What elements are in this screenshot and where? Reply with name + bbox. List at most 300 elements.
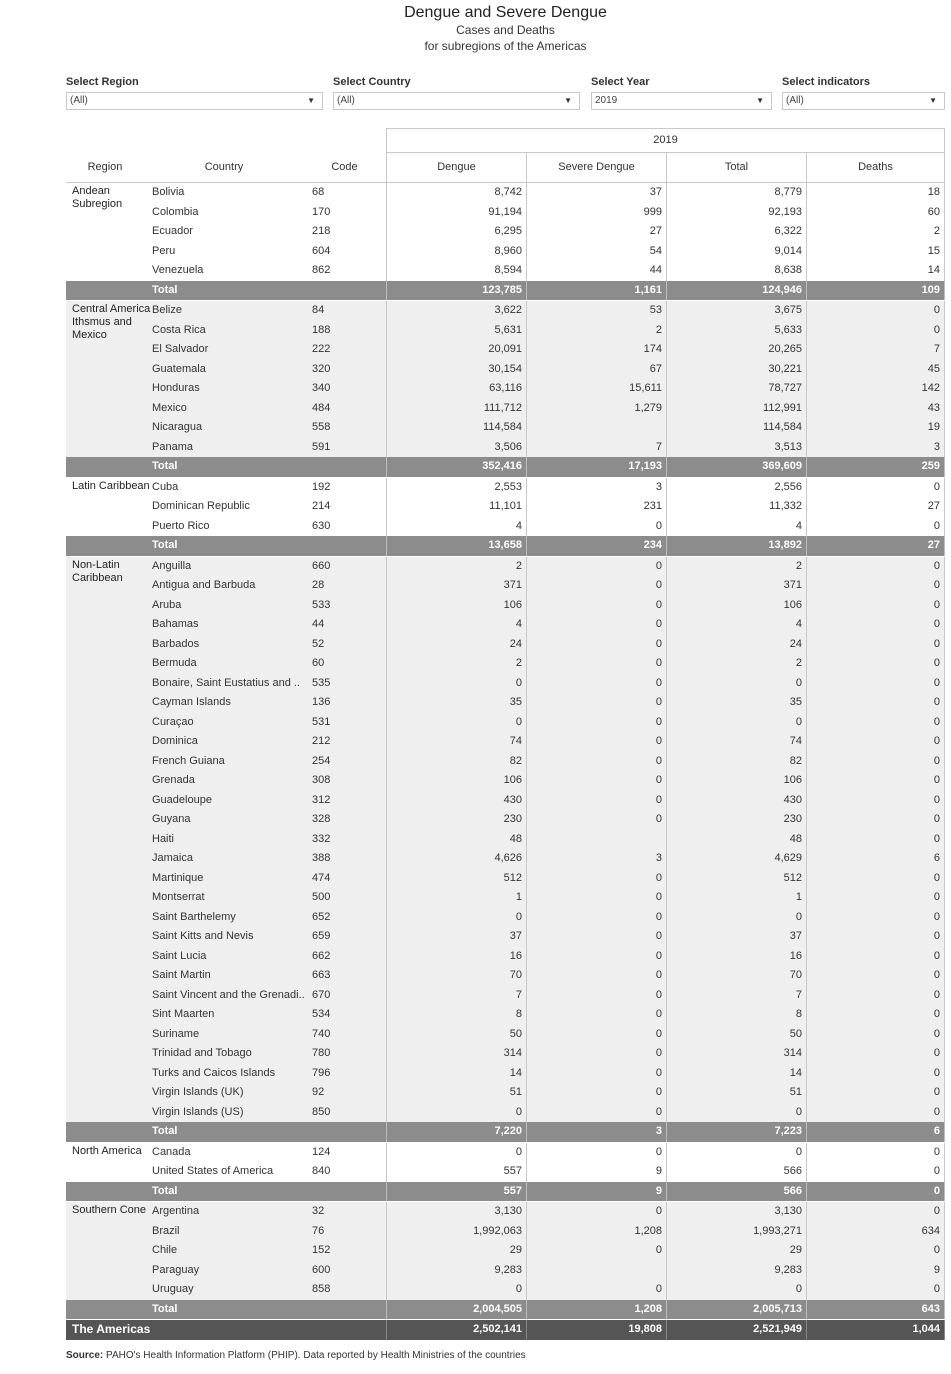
deaths-cell: 45 — [806, 360, 945, 380]
dengue-cell: 6,295 — [386, 222, 526, 242]
region-group — [66, 183, 945, 301]
country-cell: Guyana — [152, 813, 191, 825]
total-cell: 430 — [666, 791, 806, 811]
total-cell: 6,322 — [666, 222, 806, 242]
table-row[interactable] — [66, 203, 945, 223]
country-dropdown[interactable] — [333, 92, 580, 110]
subtotal-severe-dengue-cell: 17,193 — [526, 457, 666, 477]
deaths-cell: 3 — [806, 438, 945, 458]
subtotal-dengue-cell: 557 — [386, 1182, 526, 1202]
deaths-cell: 0 — [806, 927, 945, 947]
total-cell: 5,633 — [666, 321, 806, 341]
deaths-cell: 0 — [806, 869, 945, 889]
country-cell: Canada — [152, 1145, 191, 1158]
code-cell: 308 — [312, 774, 331, 786]
table-row[interactable] — [66, 242, 945, 262]
country-cell: Saint Martin — [152, 969, 211, 981]
column-header-row — [66, 153, 945, 183]
dengue-cell: 106 — [386, 596, 526, 616]
region-filter — [66, 76, 323, 110]
dengue-cell: 2 — [386, 654, 526, 674]
table-row[interactable] — [66, 674, 945, 694]
total-cell: 0 — [666, 1280, 806, 1300]
country-cell: Bonaire, Saint Eustatius and .. — [152, 676, 300, 689]
code-cell: 652 — [312, 910, 331, 923]
severe-dengue-cell: 0 — [526, 596, 666, 616]
table-row[interactable] — [66, 1162, 945, 1182]
table-row[interactable] — [66, 1005, 945, 1025]
table-row[interactable] — [66, 888, 945, 908]
severe-dengue-cell: 3 — [526, 849, 666, 869]
deaths-cell: 0 — [806, 791, 945, 811]
deaths-cell: 0 — [806, 321, 945, 341]
subtotal-row[interactable] — [66, 457, 945, 477]
severe-dengue-cell: 0 — [526, 557, 666, 577]
severe-dengue-cell: 0 — [526, 947, 666, 967]
deaths-cell: 43 — [806, 399, 945, 419]
page-title: Dengue and Severe Dengue — [404, 4, 607, 21]
year-dropdown[interactable] — [591, 92, 772, 110]
country-cell: Saint Vincent and the Grenadi.. — [152, 988, 305, 1001]
country-cell: Brazil — [152, 1224, 180, 1237]
country-cell: Panama — [152, 440, 193, 453]
region-label: Central America Ithsmus and Mexico — [72, 303, 151, 341]
subtotal-dengue-cell: 352,416 — [386, 457, 526, 477]
severe-dengue-cell: 0 — [526, 576, 666, 596]
table-row[interactable] — [66, 438, 945, 458]
code-cell: 188 — [312, 323, 331, 336]
country-cell: Suriname — [152, 1027, 200, 1040]
deaths-cell: 0 — [806, 732, 945, 752]
table-row[interactable] — [66, 908, 945, 928]
deaths-cell: 2 — [806, 222, 945, 242]
country-column-header[interactable]: Country — [204, 161, 244, 173]
dengue-cell: 371 — [386, 576, 526, 596]
table-row[interactable] — [66, 927, 945, 947]
dengue-cell: 82 — [386, 752, 526, 772]
total-cell: 92,193 — [666, 203, 806, 223]
dengue-cell: 14 — [386, 1064, 526, 1084]
severe-dengue-cell — [526, 418, 666, 438]
table-row[interactable] — [66, 732, 945, 752]
table-row[interactable] — [66, 1083, 945, 1103]
code-cell: 858 — [312, 1283, 331, 1295]
country-cell: Haiti — [152, 832, 175, 845]
severe-dengue-cell: 54 — [526, 242, 666, 262]
subtotal-deaths-cell: 0 — [806, 1182, 945, 1202]
title-block — [0, 4, 951, 54]
deaths-cell: 6 — [806, 849, 945, 869]
country-cell: French Guiana — [152, 754, 225, 767]
code-cell: 222 — [312, 343, 331, 355]
country-filter-label: Select Country — [333, 76, 411, 88]
total-cell: 9,283 — [666, 1261, 806, 1281]
dengue-cell: 16 — [386, 947, 526, 967]
subtotal-dengue-cell: 13,658 — [386, 536, 526, 556]
country-cell: Virgin Islands (UK) — [152, 1086, 244, 1098]
table-row[interactable] — [66, 810, 945, 830]
deaths-cell: 0 — [806, 830, 945, 850]
table-row[interactable] — [66, 752, 945, 772]
dengue-cell: 91,194 — [386, 203, 526, 223]
country-cell: Martinique — [152, 871, 204, 884]
dengue-cell: 63,116 — [386, 379, 526, 399]
table-row[interactable] — [66, 340, 945, 360]
table-row[interactable] — [66, 183, 945, 203]
severe-dengue-cell: 0 — [526, 1025, 666, 1045]
deaths-cell: 0 — [806, 654, 945, 674]
total-cell: 4 — [666, 517, 806, 537]
dengue-cell: 8,960 — [386, 242, 526, 262]
dengue-cell: 106 — [386, 771, 526, 791]
dengue-column-header[interactable]: Dengue — [386, 153, 526, 182]
year-header: 2019 — [386, 128, 945, 153]
total-cell: 78,727 — [666, 379, 806, 399]
table-row[interactable] — [66, 1202, 945, 1222]
code-cell: 796 — [312, 1066, 331, 1079]
table-row[interactable] — [66, 596, 945, 616]
code-cell: 68 — [312, 186, 325, 198]
dengue-cell: 0 — [386, 908, 526, 928]
table-row[interactable] — [66, 418, 945, 438]
country-dropdown-value: (All) — [337, 95, 355, 106]
table-row[interactable] — [66, 497, 945, 517]
dengue-cell: 7 — [386, 986, 526, 1006]
subtotal-dengue-cell: 7,220 — [386, 1122, 526, 1142]
code-cell: 212 — [312, 735, 331, 747]
country-cell: Virgin Islands (US) — [152, 1105, 244, 1118]
code-cell: 254 — [312, 754, 331, 767]
region-group — [66, 1202, 945, 1320]
dengue-cell: 8,594 — [386, 261, 526, 281]
dropdown-arrow-icon: ▼ — [564, 96, 572, 105]
page-subtitle-2: for subregions of the Americas — [424, 39, 587, 53]
subtotal-label: Total — [152, 539, 178, 551]
deaths-cell: 60 — [806, 203, 945, 223]
table-row[interactable] — [66, 1241, 945, 1261]
deaths-cell: 0 — [806, 674, 945, 694]
subtotal-severe-dengue-cell: 9 — [526, 1182, 666, 1202]
code-cell: 484 — [312, 401, 331, 414]
severe-dengue-column-header[interactable]: Severe Dengue — [526, 153, 666, 182]
country-cell: Paraguay — [152, 1263, 200, 1276]
dengue-cell: 4 — [386, 615, 526, 635]
table-row[interactable] — [66, 399, 945, 419]
table-row[interactable] — [66, 517, 945, 537]
dengue-cell: 0 — [386, 1143, 526, 1163]
table-row[interactable] — [66, 301, 945, 321]
region-column-header[interactable]: Region — [87, 161, 123, 173]
country-cell: Peru — [152, 244, 176, 257]
dengue-cell: 0 — [386, 674, 526, 694]
deaths-cell: 14 — [806, 261, 945, 281]
table-row[interactable] — [66, 1280, 945, 1300]
country-cell: Guatemala — [152, 362, 206, 375]
deaths-cell: 0 — [806, 1064, 945, 1084]
table-row[interactable] — [66, 1103, 945, 1123]
table-row[interactable] — [66, 222, 945, 242]
deaths-cell: 19 — [806, 418, 945, 438]
dengue-cell: 2 — [386, 557, 526, 577]
table-row[interactable] — [66, 1025, 945, 1045]
table-row[interactable] — [66, 635, 945, 655]
code-cell: 630 — [312, 519, 331, 532]
dengue-cell: 20,091 — [386, 340, 526, 360]
total-cell: 2 — [666, 557, 806, 577]
total-cell: 8 — [666, 1005, 806, 1025]
dengue-cell: 1 — [386, 888, 526, 908]
severe-dengue-cell: 0 — [526, 693, 666, 713]
table-row[interactable] — [66, 849, 945, 869]
deaths-cell: 0 — [806, 635, 945, 655]
deaths-cell: 0 — [806, 713, 945, 733]
severe-dengue-cell: 0 — [526, 732, 666, 752]
deaths-cell: 0 — [806, 1202, 945, 1222]
total-cell: 70 — [666, 966, 806, 986]
deaths-cell: 0 — [806, 301, 945, 321]
total-cell: 512 — [666, 869, 806, 889]
subtotal-severe-dengue-cell: 1,208 — [526, 1300, 666, 1320]
dengue-cell: 1,992,063 — [386, 1222, 526, 1242]
subtotal-row[interactable] — [66, 536, 945, 556]
total-cell: 30,221 — [666, 360, 806, 380]
table-row[interactable] — [66, 830, 945, 850]
dengue-cell: 8,742 — [386, 183, 526, 203]
total-cell: 20,265 — [666, 340, 806, 360]
severe-dengue-cell: 0 — [526, 654, 666, 674]
subtotal-label: Total — [152, 1302, 178, 1315]
country-cell: Guadeloupe — [152, 793, 212, 806]
dengue-cell: 230 — [386, 810, 526, 830]
indicators-filter — [782, 76, 945, 110]
subtotal-dengue-cell: 123,785 — [386, 281, 526, 301]
code-cell: 136 — [312, 696, 331, 708]
table-row[interactable] — [66, 654, 945, 674]
deaths-cell: 0 — [806, 908, 945, 928]
total-cell: 8,779 — [666, 183, 806, 203]
dengue-cell: 50 — [386, 1025, 526, 1045]
subtotal-row[interactable] — [66, 1122, 945, 1142]
code-cell: 192 — [312, 480, 331, 493]
region-label: North America — [72, 1144, 142, 1157]
code-cell: 170 — [312, 205, 331, 218]
subtotal-severe-dengue-cell: 1,161 — [526, 281, 666, 301]
subtotal-total-cell: 7,223 — [666, 1122, 806, 1142]
code-cell: 32 — [312, 1205, 325, 1217]
deaths-cell: 0 — [806, 1280, 945, 1300]
code-cell: 531 — [312, 715, 331, 728]
total-cell: 0 — [666, 674, 806, 694]
table-row[interactable] — [66, 1222, 945, 1242]
country-cell: Aruba — [152, 598, 182, 611]
deaths-cell: 0 — [806, 888, 945, 908]
dengue-cell: 29 — [386, 1241, 526, 1261]
country-cell: Saint Barthelemy — [152, 910, 236, 923]
country-cell: Turks and Caicos Islands — [152, 1066, 276, 1079]
dengue-cell: 11,101 — [386, 497, 526, 517]
table-row[interactable] — [66, 557, 945, 577]
code-cell: 780 — [312, 1047, 331, 1059]
grand-total-row[interactable] — [66, 1320, 945, 1340]
total-cell: 14 — [666, 1064, 806, 1084]
severe-dengue-cell: 0 — [526, 1202, 666, 1222]
severe-dengue-cell — [526, 830, 666, 850]
table-row[interactable] — [66, 1261, 945, 1281]
table-row[interactable] — [66, 713, 945, 733]
total-cell: 3,130 — [666, 1202, 806, 1222]
deaths-cell: 0 — [806, 810, 945, 830]
subtotal-label: Total — [152, 1125, 178, 1137]
total-column-header[interactable]: Total — [666, 153, 806, 182]
country-cell: Nicaragua — [152, 421, 203, 433]
subtotal-row[interactable] — [66, 1300, 945, 1320]
table-row[interactable] — [66, 966, 945, 986]
total-cell: 106 — [666, 771, 806, 791]
source-label: Source: — [66, 1350, 104, 1361]
country-cell: El Salvador — [152, 343, 209, 355]
dengue-cell: 5,631 — [386, 321, 526, 341]
dengue-cell: 30,154 — [386, 360, 526, 380]
total-cell: 35 — [666, 693, 806, 713]
deaths-cell: 0 — [806, 1044, 945, 1064]
dengue-cell: 48 — [386, 830, 526, 850]
code-cell: 600 — [312, 1263, 331, 1276]
severe-dengue-cell: 231 — [526, 497, 666, 517]
table-row[interactable] — [66, 791, 945, 811]
total-cell: 1 — [666, 888, 806, 908]
table-row[interactable] — [66, 321, 945, 341]
subtotal-row[interactable] — [66, 281, 945, 301]
deaths-cell: 27 — [806, 497, 945, 517]
dropdown-arrow-icon: ▼ — [756, 96, 764, 105]
subtotal-deaths-cell: 27 — [806, 536, 945, 556]
severe-dengue-cell: 1,208 — [526, 1222, 666, 1242]
filter-bar — [0, 76, 951, 116]
table-row[interactable] — [66, 986, 945, 1006]
country-cell: United States of America — [152, 1165, 274, 1177]
table-row[interactable] — [66, 576, 945, 596]
grand-total-deaths-cell: 1,044 — [806, 1320, 945, 1340]
code-cell: 332 — [312, 832, 331, 845]
deaths-cell: 0 — [806, 1005, 945, 1025]
table-row[interactable] — [66, 771, 945, 791]
severe-dengue-cell: 0 — [526, 1280, 666, 1300]
severe-dengue-cell: 0 — [526, 635, 666, 655]
dengue-cell: 0 — [386, 713, 526, 733]
subtotal-total-cell: 13,892 — [666, 536, 806, 556]
severe-dengue-cell: 67 — [526, 360, 666, 380]
subtotal-dengue-cell: 2,004,505 — [386, 1300, 526, 1320]
table-row[interactable] — [66, 1064, 945, 1084]
severe-dengue-cell: 0 — [526, 771, 666, 791]
deaths-column-header[interactable]: Deaths — [806, 153, 945, 182]
severe-dengue-cell: 0 — [526, 1083, 666, 1103]
severe-dengue-cell: 3 — [526, 478, 666, 498]
severe-dengue-cell: 9 — [526, 1162, 666, 1182]
deaths-cell: 0 — [806, 615, 945, 635]
dengue-cell: 37 — [386, 927, 526, 947]
indicators-dropdown[interactable] — [782, 92, 945, 110]
severe-dengue-cell: 174 — [526, 340, 666, 360]
severe-dengue-cell: 1,279 — [526, 399, 666, 419]
total-cell: 3,675 — [666, 301, 806, 321]
country-cell: Bahamas — [152, 618, 199, 630]
total-cell: 29 — [666, 1241, 806, 1261]
dengue-cell: 557 — [386, 1162, 526, 1182]
code-cell: 92 — [312, 1086, 325, 1098]
deaths-cell: 0 — [806, 966, 945, 986]
severe-dengue-cell: 53 — [526, 301, 666, 321]
region-label: Southern Cone — [72, 1204, 146, 1216]
deaths-cell: 0 — [806, 752, 945, 772]
total-cell: 16 — [666, 947, 806, 967]
table-row[interactable] — [66, 261, 945, 281]
deaths-cell: 0 — [806, 1162, 945, 1182]
code-cell: 558 — [312, 421, 331, 433]
code-cell: 659 — [312, 930, 331, 942]
table-row[interactable] — [66, 478, 945, 498]
table-row[interactable] — [66, 615, 945, 635]
code-cell: 214 — [312, 500, 331, 512]
country-cell: Cayman Islands — [152, 696, 231, 708]
country-cell: Puerto Rico — [152, 519, 210, 532]
country-cell: Montserrat — [152, 891, 205, 903]
dengue-cell: 4,626 — [386, 849, 526, 869]
country-cell: Sint Maarten — [152, 1008, 215, 1020]
severe-dengue-cell — [526, 1261, 666, 1281]
country-cell: Bermuda — [152, 657, 197, 669]
indicators-filter-label: Select indicators — [782, 76, 871, 88]
table-row[interactable] — [66, 869, 945, 889]
table-row[interactable] — [66, 947, 945, 967]
code-cell: 84 — [312, 304, 325, 316]
code-cell: 320 — [312, 362, 331, 375]
source-text: PAHO's Health Information Platform (PHIP). Data reported by Health Ministries of the countries — [103, 1350, 526, 1361]
total-cell: 114,584 — [666, 418, 806, 438]
code-cell: 44 — [312, 618, 325, 630]
code-cell: 474 — [312, 871, 331, 884]
table-row[interactable] — [66, 379, 945, 399]
code-cell: 218 — [312, 225, 331, 237]
table-row[interactable] — [66, 1044, 945, 1064]
dengue-cell: 3,622 — [386, 301, 526, 321]
deaths-cell: 0 — [806, 596, 945, 616]
table-row[interactable] — [66, 360, 945, 380]
country-cell: Bolivia — [152, 186, 185, 198]
code-cell: 534 — [312, 1008, 331, 1020]
code-cell: 533 — [312, 598, 331, 611]
code-cell: 52 — [312, 637, 325, 650]
code-cell: 60 — [312, 657, 325, 669]
code-column-header[interactable]: Code — [331, 161, 358, 173]
deaths-cell: 0 — [806, 771, 945, 791]
dengue-cell: 70 — [386, 966, 526, 986]
table-row[interactable] — [66, 693, 945, 713]
code-cell: 591 — [312, 440, 331, 453]
deaths-cell: 0 — [806, 986, 945, 1006]
region-group — [66, 301, 945, 478]
region-dropdown[interactable] — [66, 92, 323, 110]
code-cell: 840 — [312, 1165, 331, 1177]
code-cell: 76 — [312, 1224, 325, 1237]
subtotal-row[interactable] — [66, 1182, 945, 1202]
country-cell: Mexico — [152, 401, 187, 414]
table-row[interactable] — [66, 1143, 945, 1163]
country-cell: Ecuador — [152, 225, 193, 237]
total-cell: 0 — [666, 713, 806, 733]
severe-dengue-cell: 0 — [526, 1241, 666, 1261]
subtotal-total-cell: 124,946 — [666, 281, 806, 301]
